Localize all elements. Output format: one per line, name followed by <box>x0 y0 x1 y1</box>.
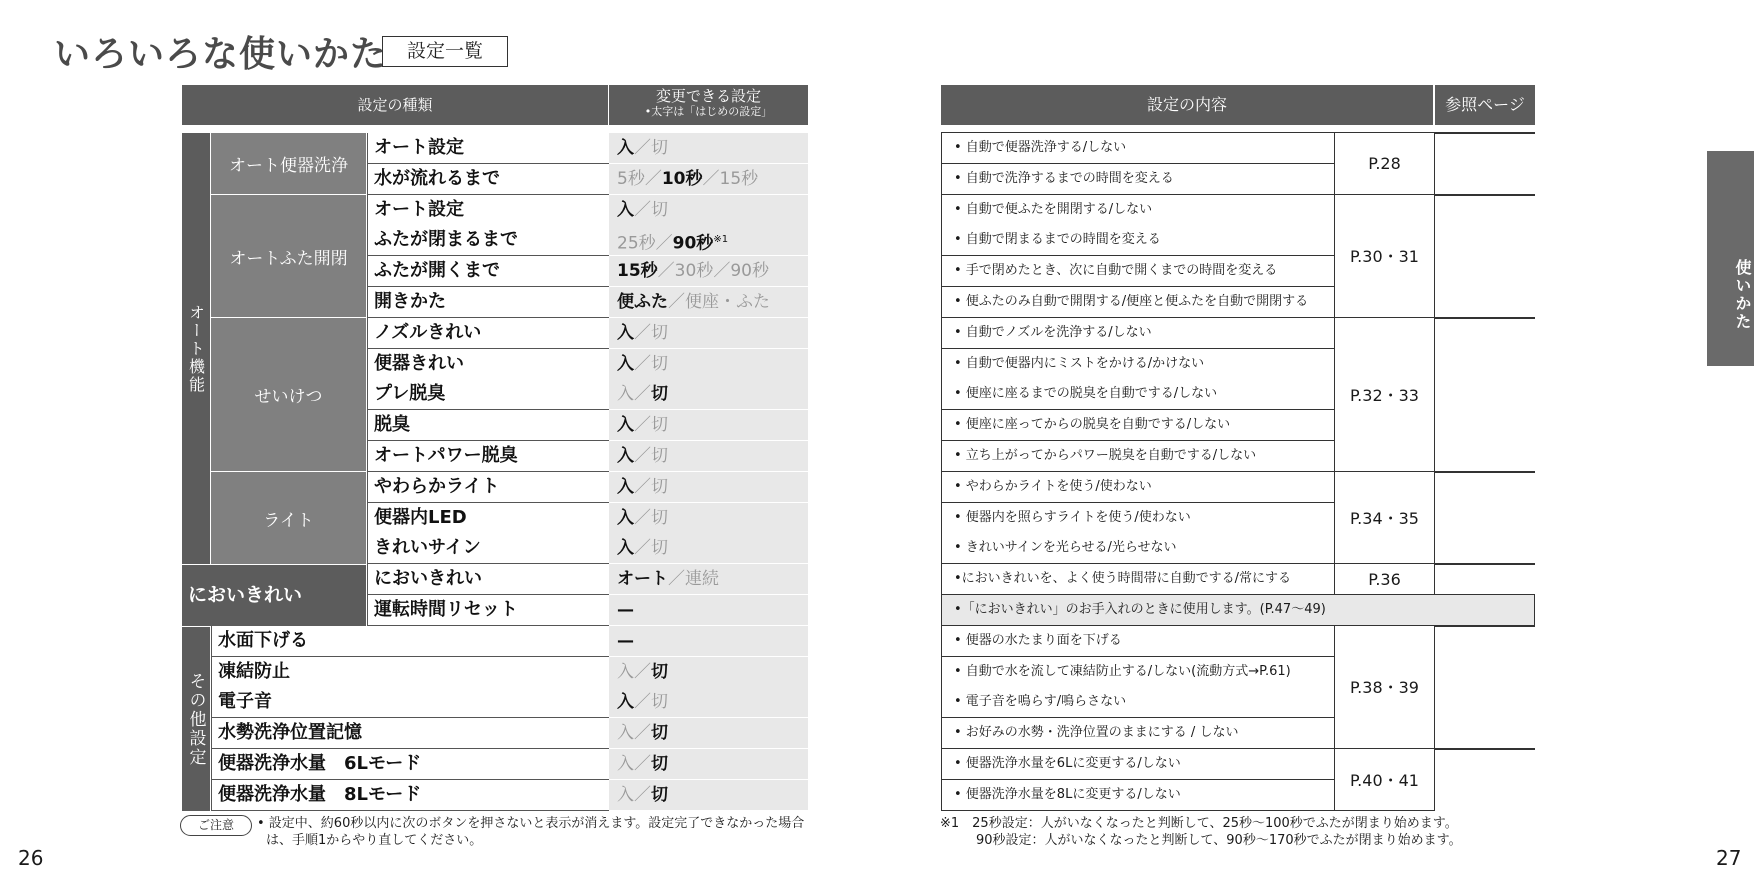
setting-name: 運転時間リセット <box>367 595 609 626</box>
setting-options <box>609 256 808 287</box>
setting-option: 入 <box>617 138 634 158</box>
reference-page: P.30・31 <box>1334 195 1435 318</box>
setting-name: きれいサイン <box>367 533 609 564</box>
setting-row <box>367 318 808 349</box>
content-row: • 便器の水たまり面を下げる <box>941 626 1335 657</box>
content-row: • 便座に座るまでの脱臭を自動でする/しない <box>941 379 1335 410</box>
setting-row <box>367 195 808 226</box>
content-row: • 立ち上がってからパワー脱臭を自動でする/しない <box>941 441 1335 472</box>
setting-row <box>211 780 808 811</box>
setting-name: ふたが閉まるまで <box>367 225 609 256</box>
setting-option: 切 <box>651 784 668 805</box>
setting-name: 水面下げる <box>211 626 609 657</box>
setting-option: 25秒 <box>617 234 656 255</box>
setting-option: 入 <box>617 784 634 805</box>
setting-row <box>367 441 808 472</box>
footnote-line: ※1 25秒設定：人がいなくなったと判断して、25秒～100秒でふたが閉まり始めます。 <box>940 816 1458 831</box>
setting-options <box>609 349 808 380</box>
option-separator: ／ <box>634 692 651 713</box>
col-content-header: 設定の内容 <box>941 85 1433 125</box>
option-separator: ／ <box>634 415 651 436</box>
setting-name: ノズルきれい <box>367 318 609 349</box>
setting-options <box>609 503 808 534</box>
content-row: •「においきれい」のお手入れのときに使用します。(P.47～49) <box>941 595 1535 626</box>
option-separator: ／ <box>634 353 651 374</box>
content-row: •においきれいを、よく使う時間帯に自動でする/常にする <box>941 564 1335 595</box>
setting-option: 90秒 <box>730 261 769 282</box>
setting-options <box>609 441 808 472</box>
option-separator: ／ <box>634 754 651 774</box>
setting-option: オート <box>617 569 668 590</box>
setting-option: 連続 <box>685 569 719 590</box>
subgroup-light: ライト <box>211 472 366 564</box>
content-row: • 手で閉めたとき、次に自動で開くまでの時間を変える <box>941 256 1335 287</box>
caution-text <box>257 815 817 849</box>
reference-page: P.28 <box>1334 133 1435 195</box>
setting-option: 切 <box>651 692 668 713</box>
option-separator: ／ <box>634 723 651 744</box>
setting-option: 切 <box>651 199 668 220</box>
option-separator: ／ <box>634 446 651 466</box>
setting-options <box>609 564 808 595</box>
group-other-settings: その他設定 <box>182 627 210 811</box>
setting-name: プレ脱臭 <box>367 379 609 410</box>
setting-option: 切 <box>651 661 668 682</box>
setting-row <box>211 749 808 780</box>
setting-option: — <box>617 600 634 620</box>
setting-options <box>609 657 808 688</box>
setting-name: 便器内LED <box>367 503 609 534</box>
content-row: • 便器内を照らすライトを使う/使わない <box>941 503 1335 534</box>
option-separator: ／ <box>702 168 720 189</box>
setting-option: 入 <box>617 199 634 220</box>
setting-options <box>609 410 808 441</box>
option-separator: ／ <box>668 292 685 312</box>
setting-row <box>367 564 808 595</box>
setting-option: 入 <box>617 353 634 374</box>
setting-name: 便器洗浄水量 6Lモード <box>211 749 609 780</box>
setting-option: 便ふた <box>617 292 668 312</box>
setting-name: オートパワー脱臭 <box>367 441 609 472</box>
content-row: • 自動で便ふたを開閉する/しない <box>941 195 1335 226</box>
setting-name: やわらかライト <box>367 472 609 503</box>
setting-options <box>609 780 808 811</box>
setting-row <box>367 503 808 534</box>
setting-option: 10秒 <box>661 168 703 189</box>
reference-page: P.34・35 <box>1334 472 1435 564</box>
setting-name: 凍結防止 <box>211 657 609 688</box>
setting-row <box>367 472 808 503</box>
caution-line: は、手順1からやり直してください。 <box>266 833 483 848</box>
option-separator: ／ <box>634 538 651 559</box>
setting-option: 入 <box>617 661 634 682</box>
setting-option: 切 <box>651 446 668 466</box>
setting-row <box>211 687 808 718</box>
setting-option: 切 <box>651 415 668 436</box>
col-page-header: 参照ページ <box>1435 85 1535 125</box>
setting-option: 5秒 <box>617 168 645 189</box>
option-separator: ／ <box>713 261 731 282</box>
content-row: • 自動で便器洗浄する/しない <box>941 133 1335 164</box>
reference-page: P.40・41 <box>1334 749 1435 811</box>
setting-option: — <box>617 630 634 651</box>
setting-row <box>367 256 808 287</box>
setting-name: オート設定 <box>367 195 609 226</box>
setting-name: 電子音 <box>211 687 609 718</box>
setting-options <box>609 749 808 780</box>
content-row: • 便ふたのみ自動で開閉する/便座と便ふたを自動で開閉する <box>941 287 1335 318</box>
setting-name: においきれい <box>367 564 609 595</box>
setting-option: 30秒 <box>674 261 714 282</box>
setting-name: 開きかた <box>367 287 609 318</box>
setting-options <box>609 195 808 226</box>
content-row: • 自動で水を流して凍結防止する/しない(流動方式→P.61) <box>941 657 1335 688</box>
setting-option: 入 <box>617 384 634 405</box>
setting-row <box>367 410 808 441</box>
setting-option: 切 <box>651 476 668 497</box>
group-auto-function: オート機能 <box>182 133 210 564</box>
setting-options <box>609 687 808 718</box>
setting-name: 脱臭 <box>367 410 609 441</box>
setting-options <box>609 225 808 256</box>
content-row: • 自動でノズルを洗浄する/しない <box>941 318 1335 349</box>
page-number-left: 26 <box>18 846 44 870</box>
setting-option: 便座・ふた <box>685 292 770 312</box>
setting-option: 15秒 <box>617 261 658 282</box>
setting-option: 入 <box>617 322 634 343</box>
setting-name: 水勢洗浄位置記憶 <box>211 718 609 749</box>
footnote-mark: ※1 <box>713 234 729 246</box>
option-separator: ／ <box>655 234 673 255</box>
setting-options <box>609 318 808 349</box>
side-index-tab: 使いかた <box>1707 151 1754 366</box>
option-separator: ／ <box>657 261 675 282</box>
setting-option: 入 <box>617 723 634 744</box>
content-row: • 便器洗浄水量を8Lに変更する/しない <box>941 780 1335 811</box>
reference-page: P.32・33 <box>1334 318 1435 472</box>
setting-options <box>609 718 808 749</box>
footnote <box>940 815 1462 849</box>
option-separator: ／ <box>634 384 651 405</box>
setting-options <box>609 626 808 657</box>
subgroup-clean: せいけつ <box>211 318 366 471</box>
content-row: • 便座に座ってからの脱臭を自動でする/しない <box>941 410 1335 441</box>
content-row: • やわらかライトを使う/使わない <box>941 472 1335 503</box>
content-row: • 自動で洗浄するまでの時間を変える <box>941 164 1335 195</box>
setting-option: 入 <box>617 415 634 436</box>
setting-name: ふたが開くまで <box>367 256 609 287</box>
content-row: • 自動で便器内にミストをかける/かけない <box>941 349 1335 380</box>
col-changeable-note: •太字は「はじめの設定」 <box>644 105 773 118</box>
setting-options <box>609 133 808 164</box>
setting-option: 入 <box>617 507 634 528</box>
content-row: • 自動で閉まるまでの時間を変える <box>941 225 1335 256</box>
option-separator: ／ <box>634 784 651 805</box>
setting-option: 切 <box>651 384 668 405</box>
setting-options <box>609 472 808 503</box>
reference-page: P.38・39 <box>1334 626 1435 749</box>
reference-page: P.36 <box>1334 564 1435 595</box>
setting-option: 入 <box>617 538 634 559</box>
setting-name: 水が流れるまで <box>367 164 609 195</box>
setting-option: 15秒 <box>719 168 759 189</box>
setting-option: 切 <box>651 507 668 528</box>
group-odor: においきれい <box>182 565 366 626</box>
setting-option: 切 <box>651 723 668 744</box>
setting-row <box>211 657 808 688</box>
setting-options <box>609 595 808 626</box>
option-separator: ／ <box>634 661 651 682</box>
setting-name: 便器洗浄水量 8Lモード <box>211 780 609 811</box>
setting-name: 便器きれい <box>367 349 609 380</box>
option-separator: ／ <box>668 569 685 590</box>
setting-row <box>367 595 808 626</box>
setting-row <box>367 287 808 318</box>
option-separator: ／ <box>634 138 651 158</box>
subgroup-auto-toilet-flush: オート便器洗浄 <box>211 133 366 194</box>
option-separator: ／ <box>634 507 651 528</box>
option-separator: ／ <box>634 476 651 497</box>
caution-line: • 設定中、約60秒以内に次のボタンを押さないと表示が消えます。設定完了できなかった場合 <box>257 816 805 831</box>
setting-row <box>367 349 808 380</box>
section-label: 設定一覧 <box>382 36 508 67</box>
col-changeable-title: 変更できる設定 <box>655 87 761 105</box>
setting-option: 入 <box>617 692 634 713</box>
content-row: • 電子音を鳴らす/鳴らさない <box>941 687 1335 718</box>
setting-row <box>211 718 808 749</box>
page-title: いろいろな使いかた <box>54 34 388 75</box>
setting-row <box>367 133 808 164</box>
setting-option: 入 <box>617 476 634 497</box>
caution-label: ご注意 <box>180 815 252 836</box>
setting-option: 切 <box>651 322 668 343</box>
setting-option: 入 <box>617 754 634 774</box>
setting-row <box>367 164 808 195</box>
subgroup-auto-lid: オートふた開閉 <box>211 195 366 317</box>
setting-option: 90秒 <box>672 234 714 255</box>
setting-option: 切 <box>651 754 668 774</box>
setting-row <box>367 533 808 564</box>
setting-option: 切 <box>651 538 668 559</box>
option-separator: ／ <box>634 322 651 343</box>
option-separator: ／ <box>634 199 651 220</box>
col-changeable-header <box>609 85 808 125</box>
content-row: • お好みの水勢・洗浄位置のままにする / しない <box>941 718 1335 749</box>
col-settings-type-header: 設定の種類 <box>182 85 608 125</box>
setting-row <box>211 626 808 657</box>
footnote-line: 90秒設定：人がいなくなったと判断して、90秒～170秒でふたが閉まり始めます。 <box>976 833 1462 848</box>
setting-row <box>367 225 808 256</box>
setting-options <box>609 287 808 318</box>
page-number-right: 27 <box>1716 846 1742 870</box>
option-separator: ／ <box>644 168 662 189</box>
content-row: • 便器洗浄水量を6Lに変更する/しない <box>941 749 1335 780</box>
setting-option: 入 <box>617 446 634 466</box>
setting-name: オート設定 <box>367 133 609 164</box>
setting-options <box>609 533 808 564</box>
setting-option: 切 <box>651 138 668 158</box>
setting-option: 切 <box>651 353 668 374</box>
content-row: • きれいサインを光らせる/光らせない <box>941 533 1335 564</box>
setting-options <box>609 379 808 410</box>
setting-options <box>609 164 808 195</box>
setting-row <box>367 379 808 410</box>
